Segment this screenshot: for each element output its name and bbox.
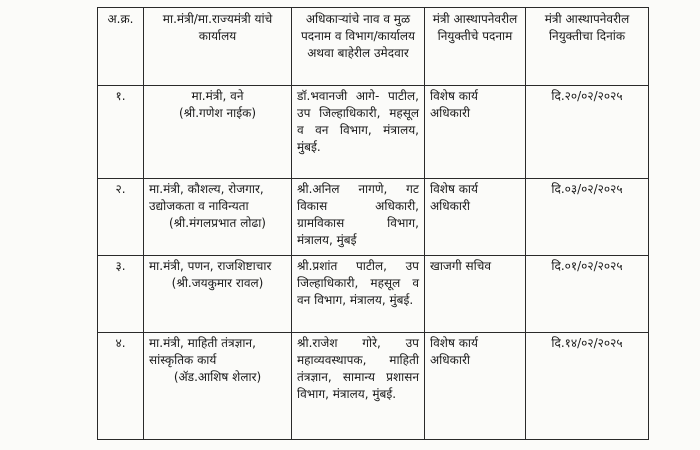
minister-name: (श्री.गणेश नाईक) (178, 106, 257, 120)
row-date: दि.०१/०२/२०२५ (526, 256, 649, 333)
row-officer: श्री.अनिल नागणे, गट विकास अधिकारी, ग्रामविकास विभाग, मंत्रालय, मुंबई (292, 179, 425, 256)
header-serial: अ.क्र. (98, 8, 144, 86)
header-appointment-post: मंत्री आस्थापनेवरील नियुक्तीचे पदनाम (425, 8, 526, 86)
row-minister-office (144, 256, 292, 333)
header-officer-details: अधिकाऱ्यांचे नाव व मुळ पदनाम व विभाग/कार्यालय अथवा बाहेरील उमेदवार (292, 8, 425, 86)
row-officer: डॉ.भवानजी आगे- पाटील, उप जिल्हाधिकारी, महसूल व वन विभाग, मंत्रालय, मुंबई. (292, 86, 425, 179)
row-serial: ३. (98, 256, 144, 333)
minister-portfolio: मा.मंत्री, कौशल्य, रोजगार, उद्योजकता व नाविन्यता (149, 182, 264, 213)
row-officer: श्री.राजेश गोरे, उप महाव्यवस्थापक, माहिती तंत्रज्ञान, सामान्य प्रशासन विभाग, मंत्रालय, मुंबई. (292, 333, 425, 440)
minister-portfolio: मा.मंत्री, माहिती तंत्रज्ञान, सांस्कृतिक कार्य (149, 336, 256, 367)
row-post: विशेष कार्य अधिकारी (425, 86, 526, 179)
header-appointment-date: मंत्री आस्थापनेवरील नियुक्तीचा दिनांक (526, 8, 649, 86)
row-post: विशेष कार्य अधिकारी (425, 333, 526, 440)
minister-portfolio: मा.मंत्री, पणन, राजशिष्टाचार (149, 259, 272, 273)
row-minister-office (144, 86, 292, 179)
table-row (98, 179, 649, 256)
minister-name: (श्री.जयकुमार रावल) (171, 276, 264, 290)
row-minister-office (144, 179, 292, 256)
row-minister-office (144, 333, 292, 440)
minister-name: (ॲड.आशिष शेलार) (173, 370, 262, 384)
row-date: दि.२०/०२/२०२५ (526, 86, 649, 179)
row-post: खाजगी सचिव (425, 256, 526, 333)
row-date: दि.१४/०२/२०२५ (526, 333, 649, 440)
table-row (98, 256, 649, 333)
row-officer: श्री.प्रशांत पाटील, उप जिल्हाधिकारी, महसूल व वन विभाग, मंत्रालय, मुंबई. (292, 256, 425, 333)
minister-name: (श्री.मंगलप्रभात लोढा) (169, 216, 266, 230)
table-row (98, 333, 649, 440)
table-row (98, 86, 649, 179)
row-post: विशेष कार्य अधिकारी (425, 179, 526, 256)
appointments-table (97, 7, 649, 440)
table-header-row (98, 8, 649, 86)
header-minister-office: मा.मंत्री/मा.राज्यमंत्री यांचे कार्यालय (144, 8, 292, 86)
row-date: दि.०३/०२/२०२५ (526, 179, 649, 256)
row-serial: २. (98, 179, 144, 256)
minister-portfolio: मा.मंत्री, वने (191, 89, 244, 103)
row-serial: १. (98, 86, 144, 179)
row-serial: ४. (98, 333, 144, 440)
